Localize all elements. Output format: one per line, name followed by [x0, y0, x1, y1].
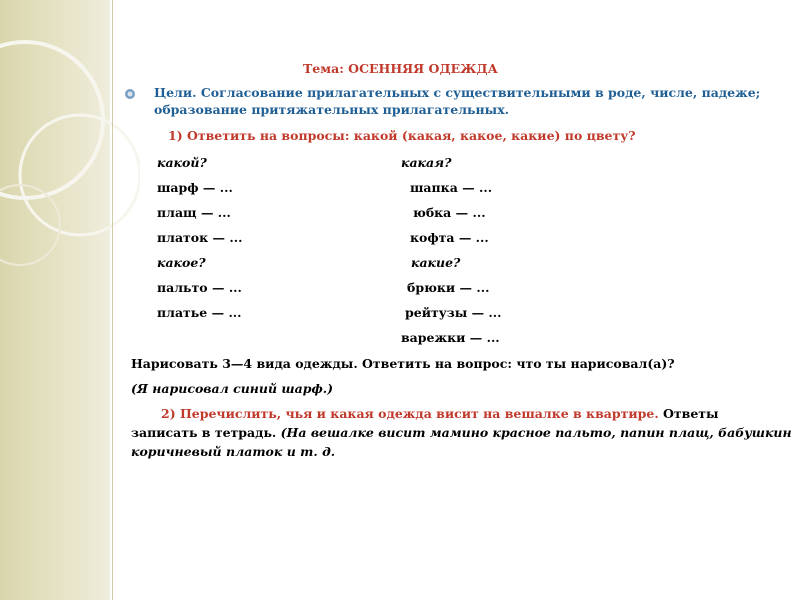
- bullet-icon: [124, 88, 136, 100]
- list-item: юбка — ...: [413, 205, 486, 220]
- list-item: платок — ...: [157, 230, 243, 245]
- task-1: 1) Ответить на вопросы: какой (какая, какое, какие) по цвету?: [168, 128, 636, 143]
- goals-line-1: Цели. Согласование прилагательных с существительными в роде, числе, падеже;: [154, 85, 761, 100]
- question-kakie: какие?: [411, 255, 461, 270]
- list-item: рейтузы — ...: [405, 305, 502, 320]
- list-item: платье — ...: [157, 305, 242, 320]
- question-kakoe: какое?: [157, 255, 206, 270]
- question-kakaya: какая?: [401, 155, 452, 170]
- list-item: плащ — ...: [157, 205, 231, 220]
- goals-line-2: образование притяжательных прилагательных.: [154, 102, 509, 117]
- task-2-line-2: [131, 425, 792, 441]
- task-2-answers: Ответы: [658, 406, 719, 421]
- task-2-example: (На вешалке висит мамино красное пальто, папин плащ, бабушкин: [280, 425, 792, 440]
- task-2-notebook: записать в тетрадь.: [131, 425, 281, 440]
- list-item: шапка — ...: [410, 180, 493, 195]
- divider-line: [112, 0, 113, 600]
- task-2-line-1: [161, 406, 719, 422]
- task-2-line-3: коричневый платок и т. д.: [131, 444, 336, 459]
- task-2-heading: 2) Перечислить, чья и какая одежда висит на вешалке в квартире.: [161, 406, 659, 421]
- draw-task: Нарисовать 3—4 вида одежды. Ответить на вопрос: что ты нарисовал(а)?: [131, 356, 675, 371]
- list-item: варежки — ...: [401, 330, 500, 345]
- list-item: брюки — ...: [407, 280, 490, 295]
- slide-title: Тема: ОСЕННЯЯ ОДЕЖДА: [303, 61, 498, 76]
- question-kakoy: какой?: [157, 155, 207, 170]
- list-item: шарф — ...: [157, 180, 233, 195]
- decorative-circles: [0, 0, 140, 600]
- list-item: пальто — ...: [157, 280, 242, 295]
- list-item: кофта — ...: [410, 230, 489, 245]
- draw-example: (Я нарисовал синий шарф.): [131, 381, 334, 396]
